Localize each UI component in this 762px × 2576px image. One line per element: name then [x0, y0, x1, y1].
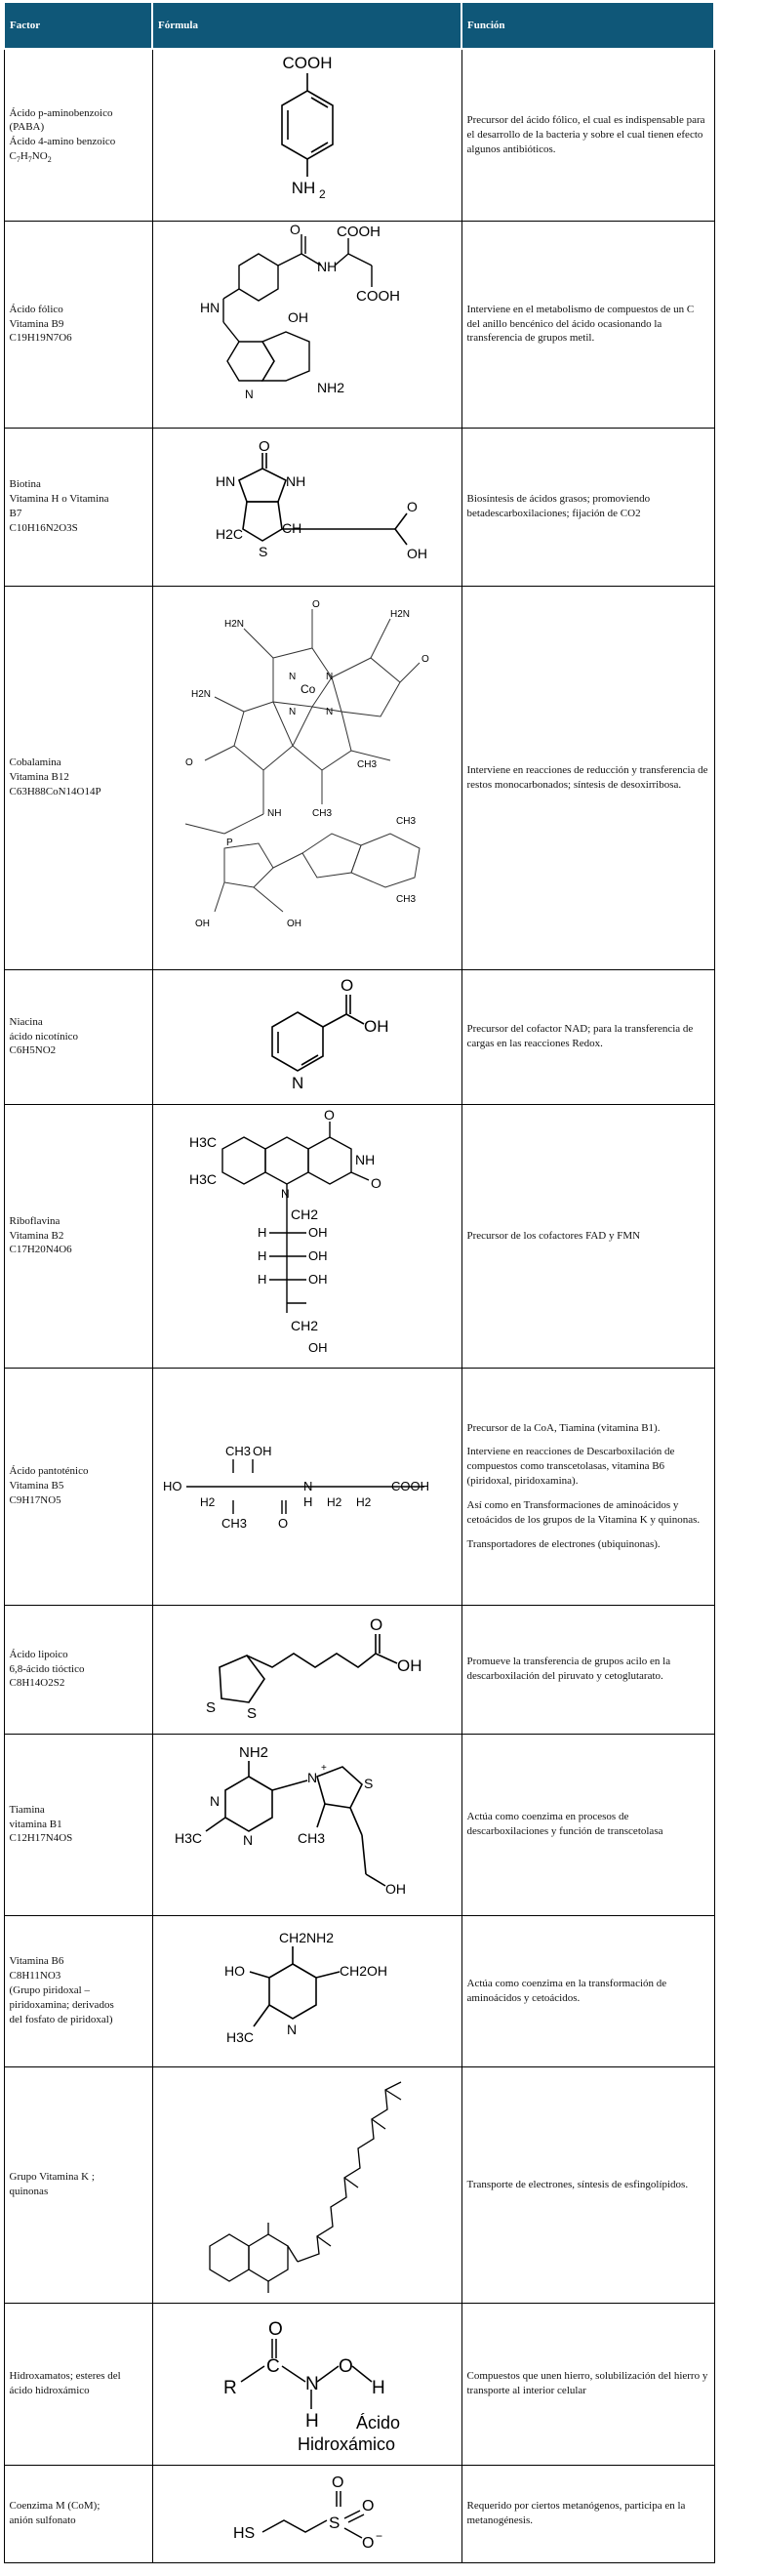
formula-label: CH2	[290, 1206, 318, 1222]
factor-line: Vitamina B2	[9, 1229, 64, 1242]
factor-cell	[4, 49, 152, 221]
svg-text:−: −	[375, 2528, 382, 2543]
formula-label: CH3	[311, 808, 332, 819]
folic-acid-structure	[180, 225, 434, 425]
formula-label: H	[371, 2378, 385, 2398]
function-text: Interviene en el metabolismo de compuestos de un C del anillo bencénico del ácido ocasionando la transferencia de grupos metil.	[466, 303, 695, 345]
formula-label: +	[320, 1763, 327, 1774]
formula-label: CH3	[395, 816, 416, 827]
factor-cell	[4, 221, 152, 428]
cobalamin-structure	[166, 590, 449, 965]
formula-label: HS	[232, 2524, 255, 2542]
header-factor: Factor	[4, 2, 152, 49]
factor-cell	[4, 428, 152, 586]
function-text: Interviene en reacciones de reducción y transferencia de restos monocarbonados; síntesis de desoxirribosa.	[466, 763, 708, 791]
formula-label: NH	[316, 258, 337, 274]
factor-line: Vitamina B9	[9, 317, 64, 330]
molecular-formula: C12H17N4OS	[9, 1832, 73, 1845]
factor-line: Vitamina B5	[9, 1480, 64, 1492]
structure-cell	[152, 1368, 461, 1605]
coenzyme-m-structure	[190, 2468, 424, 2560]
table-row	[4, 1368, 714, 1605]
factor-cell	[4, 586, 152, 969]
factor-cell	[4, 1368, 152, 1605]
function-cell	[461, 2303, 714, 2465]
table-row	[4, 586, 714, 969]
formula-label: P	[225, 838, 233, 848]
function-text: Actúa como coenzima en la transformación de aminoácidos y cetoácidos.	[466, 1977, 667, 2004]
structure-cell	[152, 49, 461, 221]
factor-line: Cobalamina	[9, 756, 61, 769]
formula-label: N	[291, 1074, 303, 1092]
molecular-formula: C9H17NO5	[9, 1493, 61, 1506]
formula-label: OH	[194, 919, 210, 929]
formula-label: N	[209, 1793, 220, 1809]
formula-label: N	[280, 1187, 290, 1201]
function-text: Actúa como coenzima en procesos de descarboxilaciones y función de transcetolasa	[466, 1811, 663, 1837]
function-cell	[461, 428, 714, 586]
formula-label: O	[406, 498, 418, 514]
table-row	[4, 2465, 714, 2562]
table-row	[4, 969, 714, 1104]
formula-label: CH3	[395, 894, 416, 905]
paba-structure	[210, 52, 405, 218]
formula-label: O	[331, 2474, 343, 2491]
formula-label: O	[361, 2534, 374, 2552]
biotin-structure	[180, 431, 434, 583]
factor-line: Biotina	[9, 478, 41, 491]
formula-label: COOH	[390, 1479, 429, 1493]
formula-label: COOH	[336, 224, 381, 240]
formula-label: OH	[287, 308, 308, 325]
formula-label: H3C	[174, 1830, 202, 1846]
function-text: Promueve la transferencia de grupos acilo en la descarboxilación del piruvato y cetoglutarato.	[466, 1656, 671, 1682]
vitamin-b6-structure	[185, 1919, 429, 2064]
lipoic-acid-structure	[171, 1609, 444, 1731]
structure-cell	[152, 969, 461, 1104]
formula-label: C	[265, 2356, 280, 2377]
factor-line: Niacina	[9, 1015, 43, 1028]
factor-line: Vitamina H o Vitamina	[9, 493, 109, 506]
table-row	[4, 49, 714, 221]
function-text: Así como en Transformaciones de aminoácidos y cetoácidos de los grupos de la Vitamina K y quinonas.	[466, 1498, 701, 1526]
formula-label: N	[242, 1832, 253, 1848]
formula-label: N	[288, 707, 296, 717]
structure-cell	[152, 1915, 461, 2066]
function-cell	[461, 221, 714, 428]
factor-line: quinonas	[9, 2186, 49, 2197]
molecular-formula: C19H19N7O6	[9, 332, 72, 345]
function-text: Transportadores de electrones (ubiquinonas).	[466, 1537, 661, 1550]
molecular-formula: C63H88CoN14O14P	[9, 785, 101, 797]
formula-label: OH	[363, 1017, 388, 1036]
formula-label: O	[421, 654, 429, 665]
riboflavin-structure	[185, 1108, 429, 1364]
formula-label: N	[302, 1479, 312, 1493]
formula-label: O	[277, 1516, 288, 1531]
molecular-formula: C10H16N2O3S	[9, 521, 78, 534]
function-cell	[461, 1734, 714, 1915]
formula-label: CH2NH2	[278, 1929, 334, 1945]
factor-line: piridoxamina; derivados	[9, 1998, 114, 2011]
function-text: Biosíntesis de ácidos grasos; promoviendo betadescarboxilaciones; fijación de CO2	[466, 493, 651, 519]
molecular-formula: C6H5NO2	[9, 1044, 57, 1057]
structure-cell	[152, 1605, 461, 1734]
formula-label: 2	[318, 187, 326, 202]
structure-cell	[152, 428, 461, 586]
factor-cell	[4, 2303, 152, 2465]
formula-label: HO	[162, 1479, 181, 1493]
formula-label: H2N	[389, 609, 410, 620]
structure-cell	[152, 221, 461, 428]
function-cell	[461, 2465, 714, 2562]
formula-label: N	[325, 707, 333, 717]
structure-cell	[152, 2066, 461, 2303]
factor-cell	[4, 2066, 152, 2303]
factor-cell	[4, 1104, 152, 1368]
formula-label: N	[306, 1770, 317, 1785]
formula-label: N	[288, 672, 296, 682]
formula-label: H3C	[225, 2028, 254, 2045]
formula-label: O	[289, 224, 301, 237]
factor-line: Coenzima M (CoM);	[9, 2500, 100, 2513]
header-function: Función	[461, 2, 714, 49]
formula-label: S	[246, 1704, 257, 1722]
function-text: Precursor del cofactor NAD; para la transferencia de cargas en las reacciones Redox.	[466, 1023, 694, 1049]
table-row	[4, 2303, 714, 2465]
formula-label: HN	[215, 472, 235, 489]
structure-cell	[152, 1104, 461, 1368]
thiamine-structure	[171, 1738, 444, 1911]
formula-label: O	[267, 2319, 283, 2340]
molecular-formula: $C_7H_7NO_2$	[9, 150, 52, 165]
formula-label: N	[244, 387, 254, 401]
function-cell	[461, 586, 714, 969]
factor-line: anión sulfonato	[9, 2515, 76, 2526]
function-text: Precursor de los cofactores FAD y FMN	[466, 1229, 641, 1242]
factor-line: Ácido 4-amino benzoico	[9, 136, 116, 148]
formula-label: N	[286, 2021, 297, 2037]
formula-label: O	[184, 757, 193, 768]
formula-label: OH	[252, 1444, 271, 1458]
factor-line: Hidroxamatos; esteres del	[9, 2370, 121, 2383]
formula-label: CH2OH	[339, 1962, 387, 1979]
factor-cell	[4, 2465, 152, 2562]
formula-label: R	[222, 2378, 237, 2398]
factor-line: ácido hidroxámico	[9, 2385, 90, 2396]
factor-line: Ácido fólico	[9, 303, 63, 315]
formula-label: COOH	[355, 287, 400, 305]
formula-label: O	[370, 1175, 381, 1191]
formula-label: Hidroxámico	[297, 2434, 395, 2454]
formula-label: NH	[285, 472, 305, 489]
factor-line: del fosfato de piridoxal)	[9, 2013, 113, 2025]
formula-label: H2	[326, 1495, 341, 1509]
formula-label: NH	[354, 1152, 375, 1167]
table-row	[4, 1605, 714, 1734]
structure-cell	[152, 586, 461, 969]
formula-label: CH3	[297, 1830, 325, 1846]
function-cell	[461, 1104, 714, 1368]
formula-label: O	[338, 2356, 353, 2377]
function-text: Compuestos que unen hierro, solubilización del hierro y transporte al interior celular	[466, 2370, 708, 2396]
factor-cell	[4, 1605, 152, 1734]
formula-label: S	[205, 1698, 216, 1716]
structure-cell	[152, 2303, 461, 2465]
molecular-formula: C17H20N4O6	[9, 1244, 72, 1256]
molecular-formula: C8H11NO3	[9, 1970, 61, 1983]
formula-label: OH	[307, 1272, 327, 1287]
formula-label: CH3	[356, 759, 377, 770]
formula-label: O	[369, 1615, 382, 1634]
formula-label: H3C	[188, 1134, 217, 1150]
table-row	[4, 1915, 714, 2066]
factor-line: Vitamina B12	[9, 771, 69, 784]
table-row	[4, 428, 714, 586]
table-row	[4, 1104, 714, 1368]
formula-label: O	[311, 599, 320, 610]
formula-label: N	[325, 672, 333, 682]
formula-label: H	[257, 1248, 266, 1263]
factor-line: Riboflavina	[9, 1214, 60, 1227]
formula-label: HN	[199, 299, 220, 315]
formula-label: OH	[307, 1340, 327, 1355]
formula-label: CH2	[290, 1318, 318, 1333]
structure-cell	[152, 2465, 461, 2562]
factor-line: vitamina B1	[9, 1818, 62, 1830]
factor-line: Grupo Vitamina K ;	[9, 2171, 95, 2184]
formula-label: OH	[406, 545, 427, 561]
table-row	[4, 2066, 714, 2303]
function-cell	[461, 49, 714, 221]
formula-label: H2N	[190, 689, 211, 700]
header-row	[4, 2, 714, 49]
formula-label: S	[363, 1776, 373, 1791]
factor-cell	[4, 1734, 152, 1915]
formula-label: N	[304, 2374, 319, 2394]
formula-label: H2	[199, 1495, 215, 1509]
factor-line: Ácido lipoico	[9, 1648, 68, 1660]
factor-line: (PABA)	[9, 121, 45, 134]
formula-label: NH	[291, 179, 315, 198]
table-row	[4, 221, 714, 428]
formula-label: NH2	[316, 379, 344, 395]
formula-label: H	[304, 2411, 319, 2432]
formula-label: CH	[281, 519, 301, 536]
formula-label: OH	[286, 919, 301, 929]
formula-label: OH	[307, 1225, 327, 1240]
function-text: Transporte de electrones, síntesis de esfingolípidos.	[466, 2178, 689, 2190]
formula-label: H2	[355, 1495, 371, 1509]
formula-label: H2C	[215, 525, 243, 542]
factor-line: 6,8-ácido tióctico	[9, 1662, 85, 1675]
function-cell	[461, 1915, 714, 2066]
formula-label: H3C	[188, 1171, 217, 1187]
structure-cell	[152, 1734, 461, 1915]
molecular-formula: C8H14O2S2	[9, 1677, 65, 1690]
factor-cell	[4, 1915, 152, 2066]
formula-label: S	[258, 543, 267, 559]
factor-line: ácido nicotínico	[9, 1030, 79, 1043]
vitamin-table	[3, 1, 715, 2563]
formula-label: HO	[223, 1962, 245, 1979]
vitamin-k-structure	[171, 2070, 444, 2300]
function-cell	[461, 969, 714, 1104]
formula-label: H	[302, 1494, 312, 1509]
formula-label: OH	[384, 1881, 406, 1897]
function-cell	[461, 1605, 714, 1734]
function-cell	[461, 2066, 714, 2303]
formula-label: OH	[307, 1248, 327, 1263]
formula-label: H	[257, 1225, 266, 1240]
factor-line: Tiamina	[9, 1803, 45, 1816]
hydroxamic-acid-structure	[180, 2306, 434, 2462]
formula-label: CH3	[221, 1516, 247, 1531]
formula-label: Co	[300, 682, 315, 696]
formula-label: NH2	[238, 1744, 268, 1761]
function-text: Requerido por ciertos metanógenos, participa en la metanogénesis.	[466, 2500, 686, 2526]
header-formula: Fórmula	[152, 2, 461, 49]
formula-label: CH3	[224, 1444, 251, 1458]
factor-line: (Grupo piridoxal –	[9, 1984, 90, 1997]
formula-label: O	[361, 2497, 374, 2515]
function-cell	[461, 1368, 714, 1605]
factor-line: Vitamina B6	[9, 1955, 64, 1968]
factor-line: Ácido pantoténico	[9, 1465, 89, 1478]
factor-cell	[4, 969, 152, 1104]
table-row	[4, 1734, 714, 1915]
formula-label: Ácido	[355, 2413, 400, 2433]
formula-label: OH	[396, 1656, 421, 1675]
function-text: Precursor de la CoA, Tiamina (vitamina B1).	[466, 1421, 661, 1434]
formula-label: O	[258, 437, 270, 455]
formula-label: H2N	[223, 619, 244, 630]
function-text: Interviene en reacciones de Descarboxilación de compuestos como transcetolasas, vitamina B6 (piridoxal, piridoxamina).	[466, 1446, 675, 1488]
factor-line: B7	[9, 508, 22, 519]
niacin-structure	[200, 973, 415, 1100]
function-text: Precursor del ácido fólico, el cual es indispensable para el desarrollo de la bacteria y sobre el cual tienen efecto algunos antibióticos.	[466, 113, 705, 155]
formula-label: COOH	[282, 54, 332, 73]
factor-line: Ácido p-aminobenzoico	[9, 106, 113, 119]
formula-label: O	[323, 1108, 335, 1123]
formula-label: H	[257, 1272, 266, 1287]
formula-label: NH	[266, 808, 281, 819]
formula-label: S	[328, 2513, 340, 2532]
pantothenic-acid-structure	[161, 1371, 454, 1601]
formula-label: O	[340, 976, 353, 995]
